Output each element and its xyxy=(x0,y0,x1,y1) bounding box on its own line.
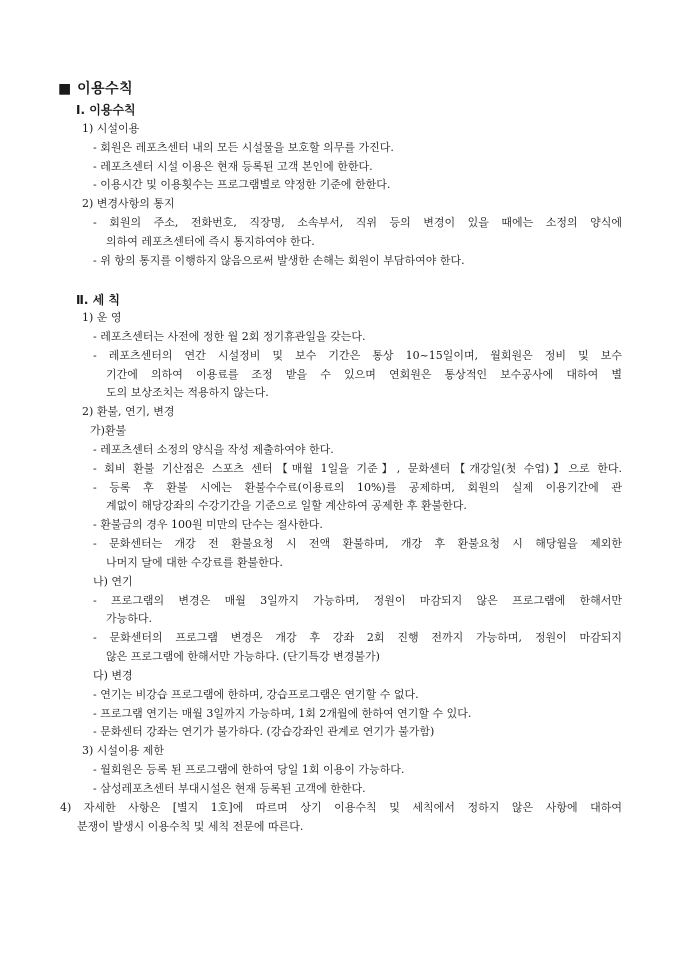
list-item: - 등록 후 환불 시에는 환불수수료(이용료의 10%)를 공제하며, 회원의 실제 이용기간에 관 xyxy=(93,481,622,494)
list-item: - 문화센터는 개강 전 환불요청 시 전액 환불하며, 개강 후 환불요청 시 해당월을 제외한 xyxy=(93,537,622,550)
list-item: - 프로그램 연기는 매월 3일까지 가능하며, 1회 2개월에 한하여 연기할 수 있다. xyxy=(93,707,472,720)
list-item: - 회원은 레포츠센터 내의 모든 시설물을 보호할 의무를 가진다. xyxy=(93,141,394,154)
list-item-continuation: 도의 보상조치는 적용하지 않는다. xyxy=(106,386,269,399)
list-item: - 환불금의 경우 100원 미만의 단수는 절사한다. xyxy=(93,518,323,531)
subsection-title: 1) 시설이용 xyxy=(82,122,140,135)
list-item: - 레포츠센터는 사전에 정한 월 2회 정기휴관일을 갖는다. xyxy=(93,330,366,343)
list-item: - 레포츠센터 시설 이용은 현재 등록된 고객 본인에 한한다. xyxy=(93,160,373,173)
sub-subsection-title: 나) 연기 xyxy=(93,575,133,588)
subsection-title: 2) 환불, 연기, 변경 xyxy=(82,405,175,418)
list-item-continuation: 계없이 해당강좌의 수강기간을 기준으로 일할 계산하여 공제한 후 환불한다. xyxy=(106,499,467,512)
list-item: - 연기는 비강습 프로그램에 한하며, 강습프로그램은 연기할 수 없다. xyxy=(93,688,419,701)
list-item: - 레포츠센터 소정의 양식을 작성 제출하여야 한다. xyxy=(93,443,334,456)
list-item: - 월회원은 등록 된 프로그램에 한하여 당일 1회 이용이 가능하다. xyxy=(93,763,405,776)
list-item: - 프로그램의 변경은 매월 3일까지 가능하며, 정원이 마감되지 않은 프로그램에 한해서만 xyxy=(93,594,622,607)
sub-subsection-title: 가)환불 xyxy=(90,424,127,437)
subsection-title: 1) 운 영 xyxy=(82,311,122,324)
list-item: - 레포츠센터의 연간 시설정비 및 보수 기간은 통상 10~15일이며, 월회원은 정비 및 보수 xyxy=(93,349,622,362)
list-item-continuation: 가능하다. xyxy=(106,612,153,625)
section-2-heading: Ⅱ. 세 칙 xyxy=(76,293,121,307)
closing-paragraph: 4) 자세한 사항은 [별지 1호]에 따르며 상기 이용수칙 및 세칙에서 정하지 않은 사항에 대하여 xyxy=(60,801,622,814)
list-item: - 문화센터 강좌는 연기가 불가하다. (강습강좌인 관계로 연기가 불가함) xyxy=(93,725,435,738)
sub-subsection-title: 다) 변경 xyxy=(93,669,133,682)
list-item: - 삼성레포츠센터 부대시설은 현재 등록된 고객에 한한다. xyxy=(93,782,366,795)
list-item: - 위 항의 통지를 이행하지 않음으로써 발생한 손해는 회원이 부담하여야 한다. xyxy=(93,254,465,267)
list-item-continuation: 기간에 의하여 이용료를 조정 받을 수 있으며 연회원은 통상적인 보수공사에 대하여 별 xyxy=(106,368,622,381)
page-title: ■ 이용수칙 xyxy=(58,81,134,97)
list-item: - 회비 환불 기산점은 스포츠 센터【매월 1일을 기준】, 문화센터【개강일(첫 수업)】으로 한다. xyxy=(93,462,622,475)
list-item: - 회원의 주소, 전화번호, 직장명, 소속부서, 직위 등의 변경이 있을 때에는 소정의 양식에 xyxy=(93,216,622,229)
list-item: - 이용시간 및 이용횟수는 프로그램별로 약정한 기준에 한한다. xyxy=(93,178,391,191)
list-item: - 문화센터의 프로그램 변경은 개강 후 강좌 2회 진행 전까지 가능하며, 정원이 마감되지 xyxy=(93,631,622,644)
subsection-title: 3) 시설이용 제한 xyxy=(82,744,165,757)
list-item-continuation: 않은 프로그램에 한해서만 가능하다. (단기특강 변경불가) xyxy=(106,650,380,663)
section-1-heading: Ⅰ. 이용수칙 xyxy=(76,103,136,117)
closing-paragraph-continuation: 분쟁이 발생시 이용수칙 및 세칙 전문에 따른다. xyxy=(77,820,304,833)
list-item-continuation: 의하여 레포츠센터에 즉시 통지하여야 한다. xyxy=(106,235,315,248)
subsection-title: 2) 변경사항의 통지 xyxy=(82,197,175,210)
list-item-continuation: 나머지 달에 대한 수강료를 환불한다. xyxy=(106,556,283,569)
